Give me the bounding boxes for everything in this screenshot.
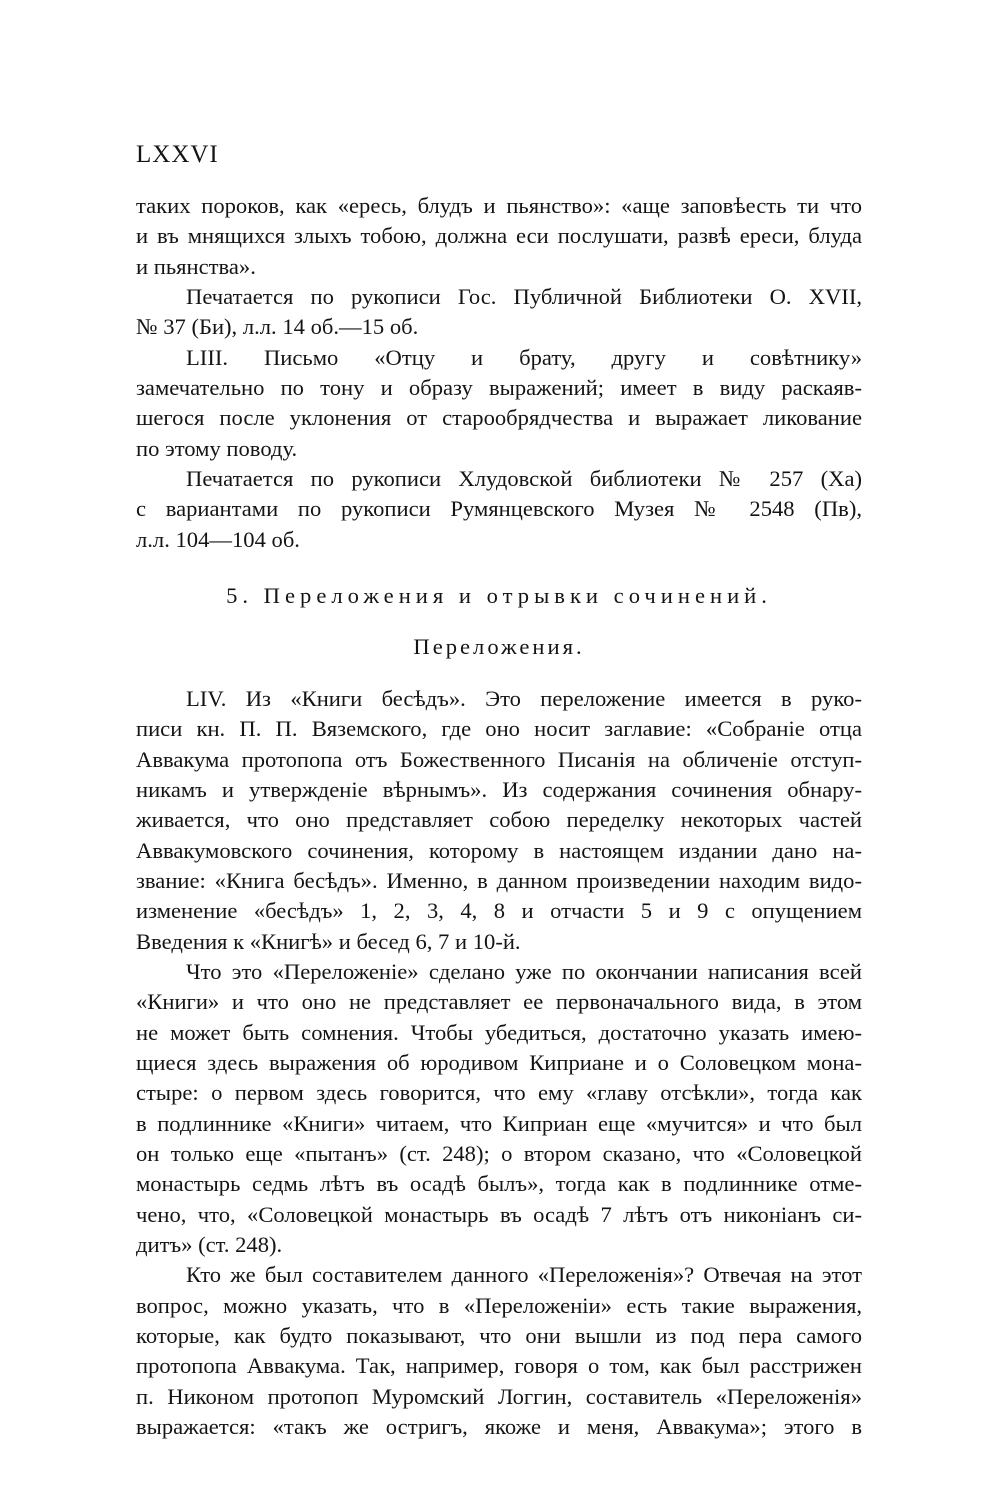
text-line: монастырь седмь лѣтъ въ осадѣ былъ», тогда как в подлиннике отме- xyxy=(136,1171,862,1197)
text-line: которые, как будто показывают, что они вышли из под пера самого xyxy=(136,1323,862,1349)
section-heading: Переложения. xyxy=(413,634,585,660)
text-line: LIII. Письмо «Отцу и брату, другу и совѣтнику» xyxy=(186,344,862,370)
text-line: звание: «Книга бесѣдъ». Именно, в данном произведении находим видо- xyxy=(136,867,862,893)
text-line: живается, что оно представляет собою переделку некоторых частей xyxy=(136,807,862,833)
text-line: Кто же был составителем данного «Переложенія»? Отвечая на этот xyxy=(186,1262,862,1288)
text-line: писи кн. П. П. Вяземского, где оно носит заглавие: «Собраніе отца xyxy=(136,716,862,742)
text-line: протопопа Аввакума. Так, например, говоря о том, как был расстрижен xyxy=(136,1353,862,1379)
document-page xyxy=(136,140,862,1442)
text-line: стыре: о первом здесь говорится, что ему «главу отсѣкли», тогда как xyxy=(136,1080,862,1106)
text-line: таких пороков, как «ересь, блудъ и пьянство»: «аще заповѣесть ти что xyxy=(136,193,862,218)
text-line: щиеся здесь выражения об юродивом Киприане и о Соловецком мона- xyxy=(136,1049,862,1075)
text-line: Введения к «Книгѣ» и бесед 6, 7 и 10-й. xyxy=(136,928,521,954)
text-line: Печатается по рукописи Хлудовской библиотеки № 257 (Ха) xyxy=(186,466,862,492)
text-line: шегося после уклонения от старообрядчества и выражает ликование xyxy=(136,405,862,431)
body-text xyxy=(136,191,862,1442)
text-line: № 37 (Би), л.л. 14 об.—15 об. xyxy=(136,314,419,340)
text-line: никамъ и утвержденіе вѣрнымъ». Из содержания сочинения обнару- xyxy=(136,776,862,802)
page-number: LXXVI xyxy=(136,141,219,168)
text-line: чено, что, «Соловецкой монастырь въ осадѣ 7 лѣтъ отъ никоніанъ си- xyxy=(136,1201,862,1227)
text-line: LIV. Из «Книги бесѣдъ». Это переложение имеется в руко- xyxy=(186,685,862,711)
text-line: в подлиннике «Книги» читаем, что Киприан еще «мучится» и что был xyxy=(136,1110,862,1136)
text-line: по этому поводу. xyxy=(136,435,298,461)
text-line: он только еще «пытанъ» (ст. 248); о втором сказано, что «Соловецкой xyxy=(136,1140,862,1166)
text-line: Печатается по рукописи Гос. Публичной Библиотеки О. XVII, xyxy=(186,284,862,310)
section-heading: 5. Переложения и отрывки сочинений. xyxy=(226,583,772,609)
text-line: п. Никоном протопоп Муромский Логгин, составитель «Переложенія» xyxy=(136,1383,862,1409)
text-line: «Книги» и что оно не представляет ее первоначального вида, в этом xyxy=(136,989,862,1015)
text-line: Аввакума протопопа отъ Божественного Писанія на обличеніе отступ- xyxy=(136,746,862,772)
text-line: вопрос, можно указать, что в «Переложеніи» есть такие выражения, xyxy=(136,1292,862,1318)
text-line: изменение «бесѣдъ» 1, 2, 3, 4, 8 и отчасти 5 и 9 с опущением xyxy=(136,898,862,924)
text-line: л.л. 104—104 об. xyxy=(136,526,300,552)
text-line: и въ мнящихся злыхъ тобою, должна еси послушати, развѣ ереси, блуда xyxy=(136,223,862,249)
text-line: выражается: «такъ же остригъ, якоже и меня, Аввакума»; этого в xyxy=(136,1414,862,1440)
text-line: замечательно по тону и образу выражений; имеет в виду раскаяв- xyxy=(136,375,862,401)
text-line: не может быть сомнения. Чтобы убедиться, достаточно указать имею- xyxy=(136,1019,862,1045)
text-line: дитъ» (ст. 248). xyxy=(136,1232,283,1257)
text-line: Аввакумовского сочинения, которому в настоящем издании дано на- xyxy=(136,837,862,863)
text-line: и пьянства». xyxy=(136,253,256,279)
text-line: с вариантами по рукописи Румянцевского Музея № 2548 (Пв), xyxy=(136,496,862,522)
text-line: Что это «Переложеніе» сделано уже по окончании написания всей xyxy=(186,958,862,984)
